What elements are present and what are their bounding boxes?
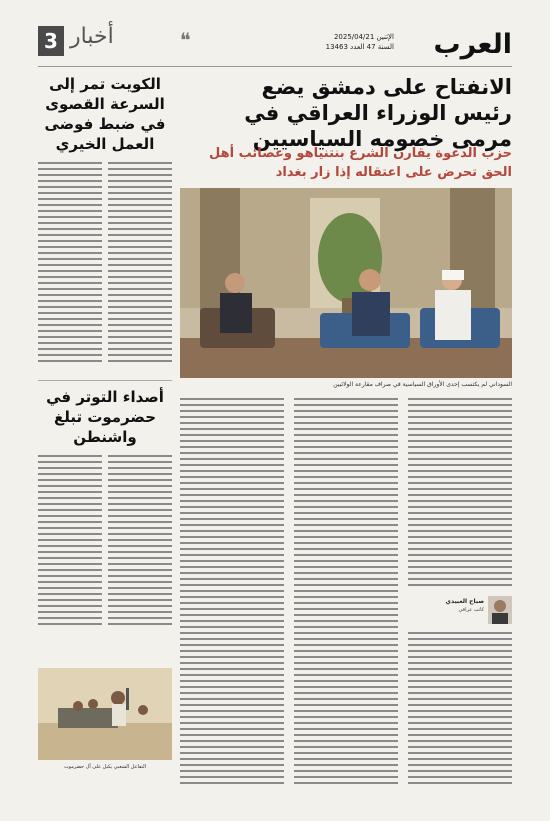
body-text-lines <box>180 392 512 792</box>
main-subheadline: حزب الدعوة يقارن الشرع بنتنياهو وعصائب أهل الحق تحرض على اعتقاله إذا زار بغداد <box>209 146 512 180</box>
author-avatar <box>488 596 512 624</box>
kuwait-text-lines <box>38 160 172 370</box>
issue-text: السنة 47 العدد 13463 <box>325 43 394 51</box>
main-photo <box>180 188 512 378</box>
hadramout-headline: أصداء التوتر في حضرموت تبلغ واشنطن <box>46 388 164 446</box>
main-story-body <box>180 392 512 792</box>
date-text: الإثنين 2025/04/21 <box>333 33 394 41</box>
author-name: صباح العبيدي <box>445 598 484 605</box>
hadramout-photo-caption: التفاعل الشعبي يكبل على آل حضرموت <box>63 764 147 770</box>
section-title: أخبار <box>70 24 114 49</box>
hadramout-text-lines <box>38 453 172 633</box>
left-column <box>38 74 172 637</box>
main-headline: الانفتاح على دمشق يضع رئيس الوزراء العراقي في مرمى خصومه السياسيين <box>244 75 512 151</box>
author-box <box>404 596 512 628</box>
newspaper-logo: العرب <box>402 28 512 62</box>
meeting-photo-illustration <box>180 188 512 378</box>
author-role: كاتب عراقي <box>458 607 484 613</box>
hadramout-photo <box>38 668 172 760</box>
section-divider <box>38 380 172 381</box>
dateline <box>326 32 394 52</box>
page-number-badge: 3 <box>38 26 64 56</box>
main-photo-caption: السوداني لم يكتسب إحدى الأوراق السياسية في صراف مقارعة الولائيين <box>333 381 512 388</box>
quote-mark-icon: ❝ <box>180 28 191 52</box>
kuwait-headline: الكويت تمر إلى السرعة القصوى في ضبط فوضى العمل الخيري <box>44 75 166 153</box>
masthead <box>38 26 512 67</box>
crowd-photo-illustration <box>38 668 172 760</box>
